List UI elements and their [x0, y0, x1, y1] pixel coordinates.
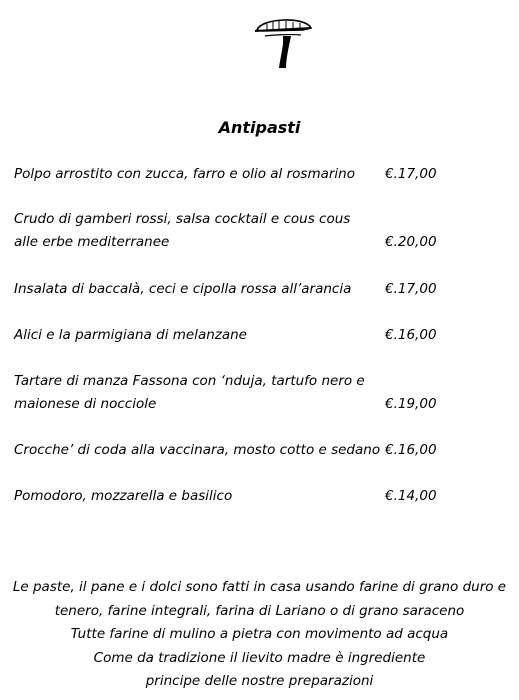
menu-item-name: Tartare di manza Fassona con ‘nduja, tartufo nero e maionese di nocciole: [14, 373, 365, 412]
menu-item: [14, 278, 444, 301]
menu-item: [14, 163, 444, 186]
menu-item: [14, 324, 444, 347]
mushroom-tree-icon: [253, 14, 313, 72]
menu-item-name: Alici e la parmigiana di melanzane: [14, 327, 247, 343]
menu-item-name: Insalata di baccalà, ceci e cipolla rossa all’arancia: [14, 281, 352, 297]
menu-item-price: €.16,00: [385, 442, 437, 458]
footer-line: principe delle nostre preparazioni: [145, 673, 374, 689]
menu-item-name: Crudo di gamberi rossi, salsa cocktail e cous cous alle erbe mediterranee: [14, 211, 351, 250]
menu-item: [14, 208, 444, 254]
section-title: Antipasti: [218, 118, 301, 137]
menu-item-name: Pomodoro, mozzarella e basilico: [14, 488, 233, 504]
menu-item: [14, 485, 444, 508]
menu-item-name: Crocche’ di coda alla vaccinara, mosto cotto e sedano: [14, 442, 381, 458]
menu-item-price: €.14,00: [385, 488, 437, 504]
menu-item: [14, 370, 444, 416]
menu-item: [14, 439, 444, 462]
footer-line: Tutte farine di mulino a pietra con movimento ad acqua: [70, 626, 449, 642]
footer-line: tenero, farine integrali, farina di Lariano o di grano saraceno: [54, 602, 465, 619]
footer-line: Come da tradizione il lievito madre è ingrediente: [93, 649, 426, 666]
menu-item-price: €.20,00: [385, 234, 437, 250]
menu-item-price: €.17,00: [385, 281, 437, 297]
menu-item-price: €.16,00: [385, 327, 437, 343]
menu-item-price: €.17,00: [385, 166, 437, 182]
menu-item-price: €.19,00: [385, 396, 437, 412]
menu-item-name: Polpo arrostito con zucca, farro e olio al rosmarino: [14, 166, 355, 182]
footer-note: [0, 576, 519, 694]
footer-line: Le paste, il pane e i dolci sono fatti in casa usando farine di grano duro e: [12, 579, 507, 595]
